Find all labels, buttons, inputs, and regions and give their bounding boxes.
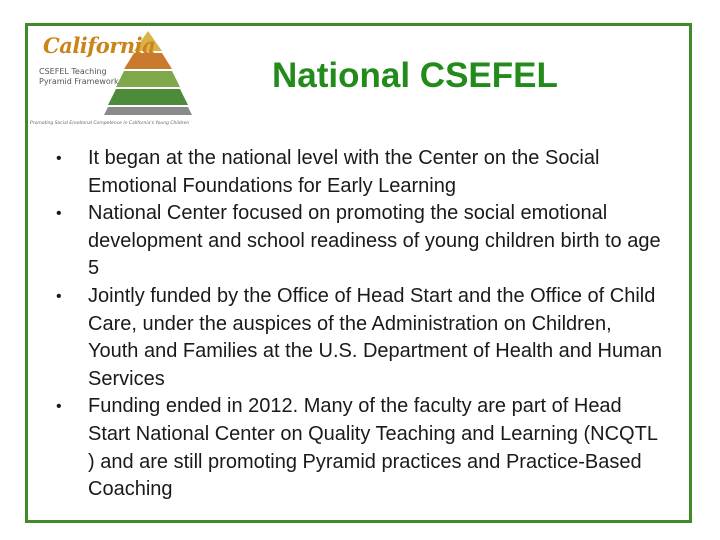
logo-tagline: Promoting Social Emotional Competence in California's Young Children <box>30 121 190 126</box>
bullet-text: Funding ended in 2012. Many of the faculty are part of Head Start National Center on Quality Teaching and Learning (NCQTL ) and are still promoting Pyramid practices and Practice-Based Coaching <box>88 395 658 501</box>
bullet-text: Jointly funded by the Office of Head Start and the Office of Child Care, under the auspices of the Administration on Children, Youth and Families at the U.S. Department of Health and Human Services <box>88 284 663 390</box>
bullet-text: It began at the national level with the Center on the Social Emotional Foundations for Early Learning <box>88 147 600 197</box>
bullet-item <box>56 283 666 393</box>
logo-title: California <box>43 33 156 58</box>
logo-subtitle-line2: Pyramid Framework <box>39 77 119 86</box>
bullet-list <box>56 145 666 504</box>
bullet-text: National Center focused on promoting the social emotional development and school readiness of young children birth to age 5 <box>88 202 661 280</box>
bullet-icon: • <box>56 150 62 167</box>
bullet-item <box>56 200 666 283</box>
bullet-item <box>56 393 666 503</box>
bullet-icon: • <box>56 398 62 416</box>
california-csefel-logo <box>30 27 195 129</box>
bullet-icon: • <box>56 205 62 223</box>
slide-title: National CSEFEL <box>272 56 558 95</box>
bullet-icon: • <box>56 287 62 305</box>
bullet-item <box>56 145 666 200</box>
logo-subtitle-line1: CSEFEL Teaching <box>39 67 107 76</box>
